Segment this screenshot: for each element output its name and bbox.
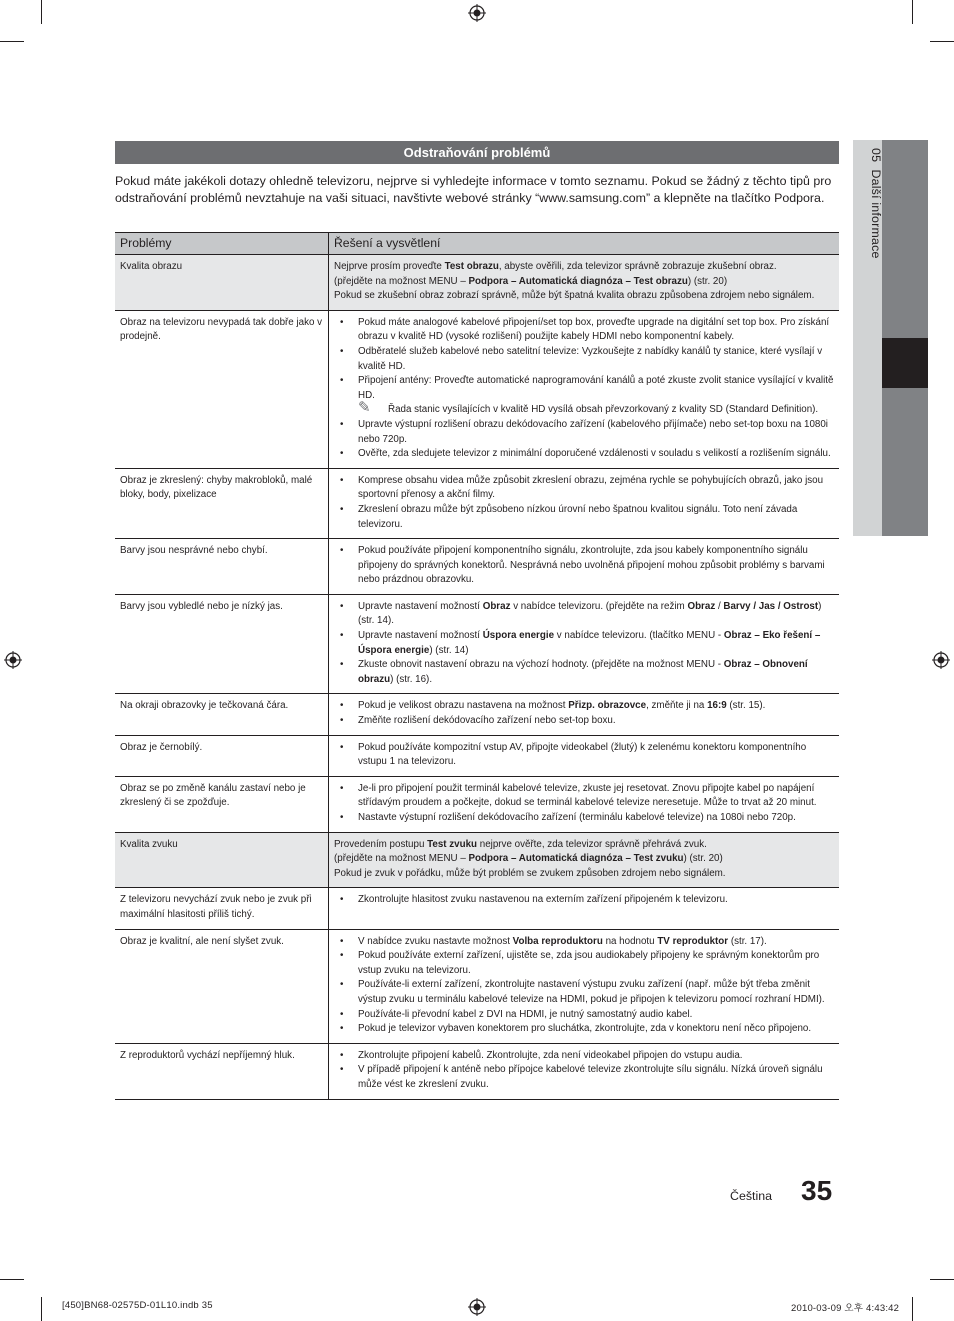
crop-mark xyxy=(930,41,954,42)
solution-cell xyxy=(329,888,840,929)
crop-mark xyxy=(912,1297,913,1321)
list-item: • Změňte rozlišení dekódovacího zařízení nebo set-top boxu. xyxy=(334,714,834,729)
intro-paragraph: Pokud máte jakékoli dotazy ohledně televizoru, nejprve si vyhledejte informace v tomto seznamu. Pokud se žádný z těchto tipů pro odstraňování problémů nevztahuje na vaši situaci, navštivte webové stránky “www.samsung.com” a klepněte na tlačítko Podpora. xyxy=(115,174,832,205)
solution-list xyxy=(334,935,834,1037)
print-timestamp: 2010-03-09 오후 4:43:42 xyxy=(791,1303,900,1314)
solution-cell xyxy=(329,735,840,776)
page-number: 35 xyxy=(801,1175,833,1206)
list-item: • V nabídce zvuku nastavte možnost Volba reproduktoru na hodnotu TV reproduktor (str. 17). xyxy=(334,935,834,950)
list-item: • Připojení antény: Proveďte automatické naprogramování kanálů a poté zkuste zvolit stanice vysílající v kvalitě HD. xyxy=(334,374,834,403)
solution-cell xyxy=(329,776,840,832)
solution-list xyxy=(334,1049,834,1093)
list-item: • Odběratelé služeb kabelové nebo satelitní televize: Vyzkoušejte z nabídky kanálů ty stanice, které vysílají v kvalitě HD. xyxy=(334,345,834,374)
table-row xyxy=(115,255,839,311)
list-item: • Upravte nastavení možností Obraz v nabídce televizoru. (přejděte na režim Obraz / Barvy / Jas / Ostrost) (str. 14). xyxy=(334,600,834,629)
list-item: • Nastavte výstupní rozlišení dekódovacího zařízení (terminálu kabelové televize) na 1080i nebo 720p. xyxy=(334,811,834,826)
registration-mark-icon xyxy=(468,4,486,22)
list-item: • Používáte-li externí zařízení, zkontrolujte nastavení výstupu zvuku zařízení (např. může být třeba změnit výstup zvuku u terminálu kabelové televize na HDMI, pokud je připojen k televizoru pomocí rozhraní HDMI). xyxy=(334,978,834,1007)
solution-text: (přejděte na možnost MENU – Podpora – Automatická diagnóza – Test obrazu) (str. 20) xyxy=(334,275,728,287)
list-item: • Pokud používáte externí zařízení, ujistěte se, zda jsou audiokabely připojeny ke správným konektorům pro vstup zvuku na televizoru. xyxy=(334,949,834,978)
problem-cell: Obraz na televizoru nevypadá tak dobře jako v prodejně. xyxy=(115,310,329,468)
section-title: Odstraňování problémů xyxy=(115,141,839,164)
registration-mark-icon xyxy=(4,651,22,669)
problem-cell: Z reproduktorů vychází nepříjemný hluk. xyxy=(115,1043,329,1099)
problem-cell: Obraz je kvalitní, ale není slyšet zvuk. xyxy=(115,929,329,1043)
solution-cell xyxy=(329,694,840,735)
list-item: • Pokud používáte kompozitní vstup AV, připojte videokabel (žlutý) k zelenému konektoru komponentního vstupu 1 na televizoru. xyxy=(334,741,834,770)
solution-cell xyxy=(329,310,840,468)
list-item: • Je-li pro připojení použit terminál kabelové televize, zkuste jej resetovat. Znovu připojte kabel po napájení střídavým proudem a počkejte, dokud se terminál kabelové televize neresetuje. Může to trvat až 20 minut. xyxy=(334,782,834,811)
solution-cell xyxy=(329,1043,840,1099)
chapter-side-label xyxy=(853,148,883,398)
list-item: • V případě připojení k anténě nebo přípojce kabelové televize zkontrolujte sílu signálu. Nízká úroveň signálu může vést ke zkreslení zvuku. xyxy=(334,1063,834,1092)
table-row xyxy=(115,539,839,595)
table-row xyxy=(115,832,839,888)
solution-list xyxy=(334,699,834,728)
pencil-note-icon: ✎ xyxy=(358,399,371,417)
note-text: Řada stanic vysílajících v kvalitě HD vysílá obsah převzorkovaný z kvality SD (Standard Definition). xyxy=(388,404,819,416)
list-item: • Ověřte, zda sledujete televizor z minimální doporučené vzdálenosti v souladu s velikostí a rozlišením signálu. xyxy=(334,447,834,462)
table-row xyxy=(115,929,839,1043)
list-item: • Pokud máte analogové kabelové připojení/set top box, proveďte upgrade na digitální set top box. Pro získání obrazu v kvalitě HD (vysoké rozlišení) použijte kabely HDMI nebo komponentní kabely. xyxy=(334,316,834,345)
problem-cell: Obraz se po změně kanálu zastaví nebo je zkreslený či se zpožďuje. xyxy=(115,776,329,832)
table-row xyxy=(115,594,839,694)
crop-mark xyxy=(41,1297,42,1321)
crop-mark xyxy=(0,1279,24,1280)
problem-cell: Kvalita obrazu xyxy=(115,255,329,311)
solution-list xyxy=(334,741,834,770)
table-header-row xyxy=(115,233,839,255)
note xyxy=(334,399,834,418)
table-row xyxy=(115,468,839,538)
solution-cell xyxy=(329,255,840,311)
solution-list xyxy=(334,600,834,688)
problem-cell: Z televizoru nevychází zvuk nebo je zvuk při maximální hlasitosti příliš tichý. xyxy=(115,888,329,929)
solution-cell xyxy=(329,539,840,595)
solution-cell xyxy=(329,832,840,888)
registration-mark-icon xyxy=(468,1298,486,1316)
solution-list xyxy=(334,316,834,462)
footer-language: Čeština xyxy=(730,1189,773,1203)
column-header-problems: Problémy xyxy=(115,233,329,255)
solution-text: Nejprve prosím proveďte Test obrazu, abyste ověřili, zda televizor správně zobrazuje zkušební obraz. xyxy=(334,261,777,272)
solution-text: (přejděte na možnost MENU – Podpora – Automatická diagnóza – Test zvuku) (str. 20) xyxy=(334,853,723,865)
solution-text: Pokud se zkušební obraz zobrazí správně, může být špatná kvalita obrazu způsobena zdrojem nebo signálem. xyxy=(334,290,815,302)
solution-list xyxy=(334,544,834,588)
solution-list xyxy=(334,782,834,826)
list-item: • Zkuste obnovit nastavení obrazu na výchozí hodnoty. (přejděte na možnost MENU - Obraz – Obnovení obrazu) (str. 16). xyxy=(334,658,834,687)
table-row xyxy=(115,888,839,929)
problem-cell: Barvy jsou vybledlé nebo je nízký jas. xyxy=(115,594,329,694)
table-row xyxy=(115,776,839,832)
chapter-title: Další informace xyxy=(869,169,883,259)
chapter-side-tab-marker xyxy=(882,338,928,388)
solution-cell xyxy=(329,594,840,694)
crop-mark xyxy=(41,0,42,24)
crop-mark xyxy=(912,0,913,24)
list-item: • Používáte-li převodní kabel z DVI na HDMI, je nutný samostatný audio kabel. xyxy=(334,1008,834,1023)
solution-cell xyxy=(329,929,840,1043)
print-file-info: [450]BN68-02575D-01L10.indb 35 xyxy=(62,1300,213,1311)
problem-cell: Barvy jsou nesprávné nebo chybí. xyxy=(115,539,329,595)
table-row xyxy=(115,694,839,735)
solution-list xyxy=(334,474,834,532)
list-item: • Zkontrolujte připojení kabelů. Zkontrolujte, zda není videokabel připojen do vstupu audia. xyxy=(334,1049,834,1064)
crop-mark xyxy=(930,1279,954,1280)
list-item: • Upravte nastavení možností Úspora energie v nabídce televizoru. (tlačítko MENU - Obraz – Eko řešení – Úspora energie) (str. 14) xyxy=(334,629,834,658)
table-row xyxy=(115,310,839,468)
crop-mark xyxy=(0,41,24,42)
problem-cell: Kvalita zvuku xyxy=(115,832,329,888)
list-item: • Pokud používáte připojení komponentního signálu, zkontrolujte, zda jsou kabely komponentního signálu připojeny do správných konektorů. Nesprávná nebo uvolněná připojení mohou způsobit problémy s barvami nebo prázdnou obrazovku. xyxy=(334,544,834,588)
chapter-number: 05 xyxy=(869,148,883,163)
column-header-solutions: Řešení a vysvětlení xyxy=(329,233,840,255)
solution-text: Pokud je zvuk v pořádku, může být problém se zvukem způsoben zdrojem nebo signálem. xyxy=(334,867,726,879)
list-item: • Zkontrolujte hlasitost zvuku nastavenou na externím zařízení připojeném k televizoru. xyxy=(334,893,834,908)
list-item: • Pokud je televizor vybaven konektorem pro sluchátka, zkontrolujte, zda v konektoru není něco připojeno. xyxy=(334,1022,834,1037)
problem-cell: Na okraji obrazovky je tečkovaná čára. xyxy=(115,694,329,735)
list-item: • Zkreslení obrazu může být způsobeno nízkou úrovní nebo špatnou kvalitou signálu. Toto není závada televizoru. xyxy=(334,503,834,532)
list-item: • Pokud je velikost obrazu nastavena na možnost Přizp. obrazovce, změňte ji na 16:9 (str. 15). xyxy=(334,699,834,714)
list-item: • Upravte výstupní rozlišení obrazu dekódovacího zařízení (kabelového přijímače) nebo set-top boxu na 1080i nebo 720p. xyxy=(334,418,834,447)
registration-mark-icon xyxy=(932,651,950,669)
problem-cell: Obraz je černobílý. xyxy=(115,735,329,776)
solution-cell xyxy=(329,468,840,538)
solution-text: Provedením postupu Test zvuku nejprve ověřte, zda televizor správně přehrává zvuk. xyxy=(334,838,707,850)
solution-list xyxy=(334,893,834,908)
table-row xyxy=(115,735,839,776)
troubleshooting-table xyxy=(115,232,839,1100)
list-item: • Komprese obsahu videa může způsobit zkreslení obrazu, zejména rychle se pohybujících obrazů, jako jsou sportovní přenosy a akční filmy. xyxy=(334,474,834,503)
problem-cell: Obraz je zkreslený: chyby makrobloků, malé bloky, body, pixelizace xyxy=(115,468,329,538)
table-row xyxy=(115,1043,839,1099)
